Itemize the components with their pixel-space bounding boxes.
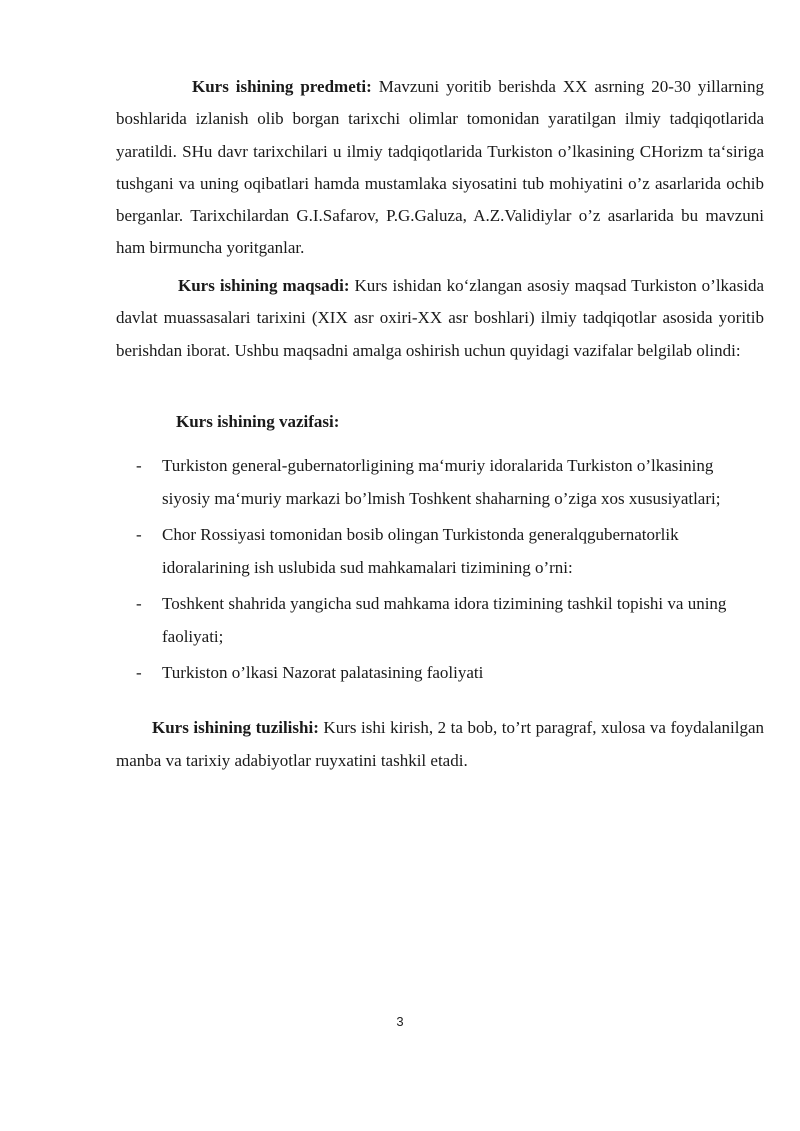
list-item-text: Chor Rossiyasi tomonidan bosib olingan Turkistonda generalqgubernatorlik idoralarining ish uslubida sud mahkamalari tizimining o’rni: bbox=[162, 525, 679, 577]
list-item bbox=[116, 588, 756, 653]
tasks-list bbox=[116, 450, 756, 694]
list-dash: - bbox=[136, 456, 142, 475]
list-item bbox=[116, 657, 756, 690]
list-item-text: Turkiston general-gubernatorligining ma‘muriy idoralarida Turkiston o’lkasining siyosiy ma‘muriy markazi bo’lmish Toshkent shaharning o’ziga xos xususiyatlari; bbox=[162, 456, 721, 508]
structure-paragraph bbox=[116, 711, 764, 777]
subject-heading: Kurs ishining predmeti: bbox=[192, 77, 372, 96]
list-item bbox=[116, 519, 756, 584]
list-dash: - bbox=[136, 525, 142, 544]
subject-text: Mavzuni yoritib berishda XX asrning 20-30 yillarning boshlarida izlanish olib borgan tarixchi olimlar tomonidan yaratilgan ilmiy tadqiqotlarida yaratildi. SHu davr tarixchilari u ilmiy tadqiqotlarida Turkiston o’lkasining CHorizm ta‘siriga tushgani va uning oqibatlari hamda mustamlaka siyosatini tub mohiyatini o’z asarlarida ochib berganlar. Tarixchilardan G.I.Safarov, P.G.Galuza, A.Z.Validiylar o’z asarlarida bu mavzuni ham birmuncha yoritganlar. bbox=[116, 77, 764, 258]
list-item-text: Toshkent shahrida yangicha sud mahkama idora tizimining tashkil topishi va uning faoliyati; bbox=[162, 594, 727, 646]
tasks-heading: Kurs ishining vazifasi: bbox=[176, 412, 340, 431]
goal-text: Kurs ishidan ko‘zlangan asosiy maqsad Turkiston o’lkasida davlat muassasalari tarixini (XIX asr oxiri-XX asr boshlari) ilmiy tadqiqotlar asosida yoritib berishdan iborat. Ushbu maqsadni amalga oshirish uchun quyidagi vazifalar belgilab olindi: bbox=[116, 276, 764, 360]
page-number: 3 bbox=[396, 1014, 404, 1029]
goal-heading: Kurs ishining maqsadi: bbox=[178, 276, 350, 295]
tasks-heading-paragraph bbox=[176, 406, 736, 438]
subject-paragraph bbox=[116, 71, 764, 265]
structure-text: Kurs ishi kirish, 2 ta bob, to’rt paragraf, xulosa va foydalanilgan manba va tarixiy adabiyotlar ruyxatini tashkil etadi. bbox=[116, 718, 764, 770]
list-dash: - bbox=[136, 594, 142, 613]
list-item-text: Turkiston o’lkasi Nazorat palatasining faoliyati bbox=[162, 663, 484, 682]
structure-heading: Kurs ishining tuzilishi: bbox=[152, 718, 319, 737]
list-dash: - bbox=[136, 663, 142, 682]
goal-paragraph bbox=[116, 270, 764, 367]
list-item bbox=[116, 450, 756, 515]
